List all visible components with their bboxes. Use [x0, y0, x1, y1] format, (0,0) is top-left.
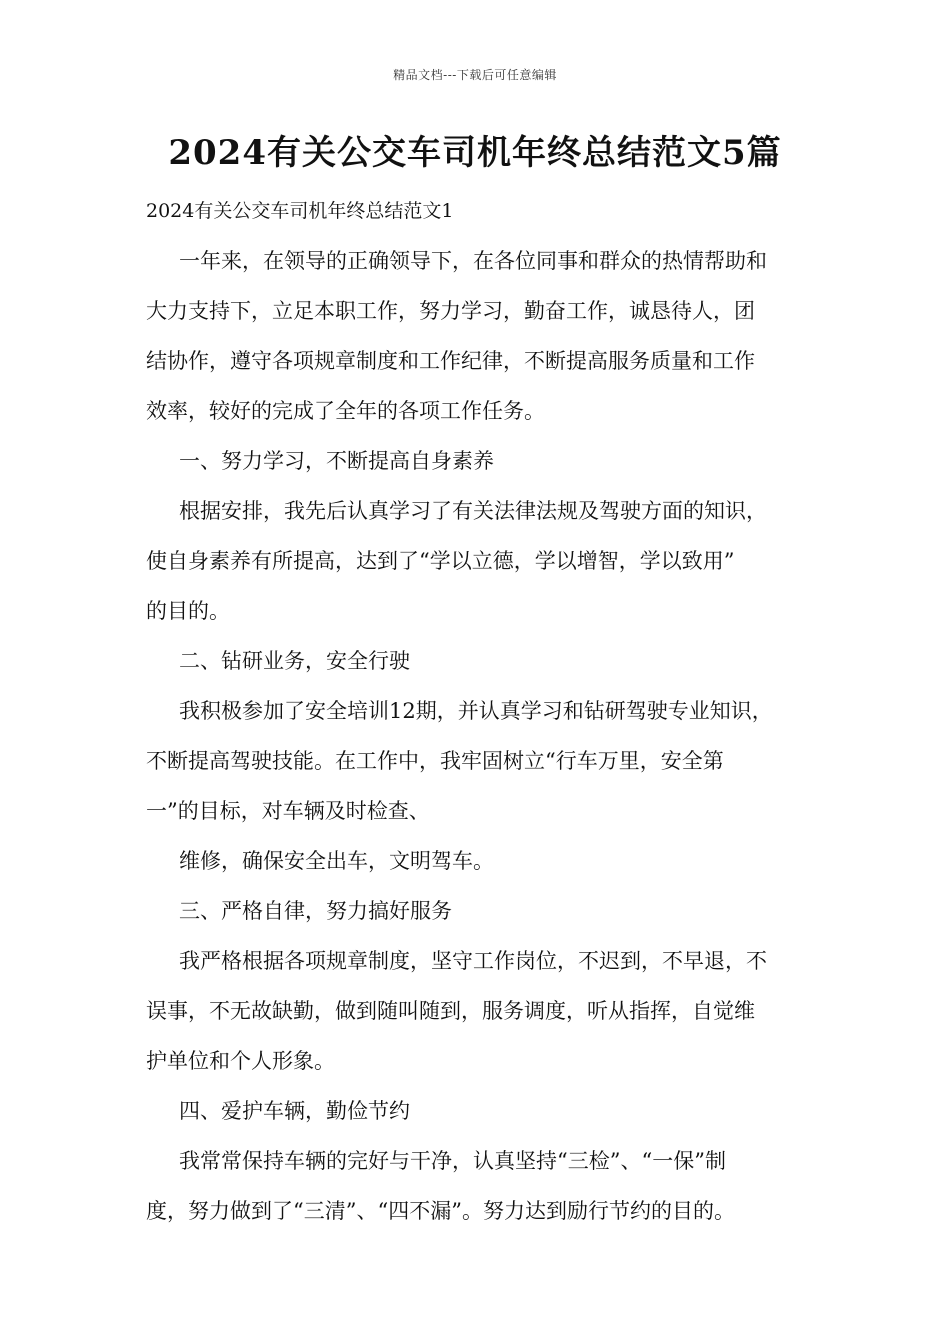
paragraph-line: 一年来，在领导的正确领导下，在各位同事和群众的热情帮助和 [179, 249, 767, 273]
section-heading: 一、努力学习，不断提高自身素养 [179, 449, 494, 473]
section-heading: 三、严格自律，努力搞好服务 [179, 899, 452, 923]
paragraph-line: 不断提高驾驶技能。在工作中，我牢固树立“行车万里，安全第 [146, 749, 724, 773]
paragraph-line: 维修，确保安全出车，文明驾车。 [179, 849, 494, 873]
paragraph-line: 的目的。 [146, 599, 230, 623]
paragraph-line: 效率，较好的完成了全年的各项工作任务。 [146, 399, 545, 423]
paragraph-line: 我常常保持车辆的完好与干净，认真坚持“三检”、“一保”制 [179, 1149, 726, 1173]
paragraph-line: 度，努力做到了“三清”、“四不漏”。努力达到励行节约的目的。 [146, 1199, 735, 1223]
paragraph-line: 根据安排，我先后认真学习了有关法律法规及驾驶方面的知识， [179, 499, 767, 523]
section-heading: 二、钻研业务，安全行驶 [179, 649, 410, 673]
paragraph-line: 我严格根据各项规章制度，坚守工作岗位，不迟到，不早退，不 [179, 949, 767, 973]
paragraph-line: 结协作，遵守各项规章制度和工作纪律，不断提高服务质量和工作 [146, 349, 755, 373]
paragraph-line: 一”的目标，对车辆及时检查、 [146, 799, 430, 823]
paragraph-line: 护单位和个人形象。 [146, 1049, 335, 1073]
paragraph-line: 我积极参加了安全培训12期，并认真学习和钻研驾驶专业知识， [179, 699, 773, 723]
paragraph-line: 使自身素养有所提高，达到了“学以立德，学以增智，学以致用” [146, 549, 735, 573]
document-body [146, 186, 818, 1236]
paragraph-line: 误事，不无故缺勤，做到随叫随到，服务调度，听从指挥，自觉维 [146, 999, 755, 1023]
header-note: 精品文档---下载后可任意编辑 [393, 68, 557, 82]
document-subtitle: 2024有关公交车司机年终总结范文1 [146, 200, 454, 222]
paragraph-line: 大力支持下，立足本职工作，努力学习，勤奋工作，诚恳待人，团 [146, 299, 755, 323]
section-heading: 四、爱护车辆，勤俭节约 [179, 1099, 410, 1123]
document-title: 2024有关公交车司机年终总结范文5篇 [168, 133, 782, 173]
